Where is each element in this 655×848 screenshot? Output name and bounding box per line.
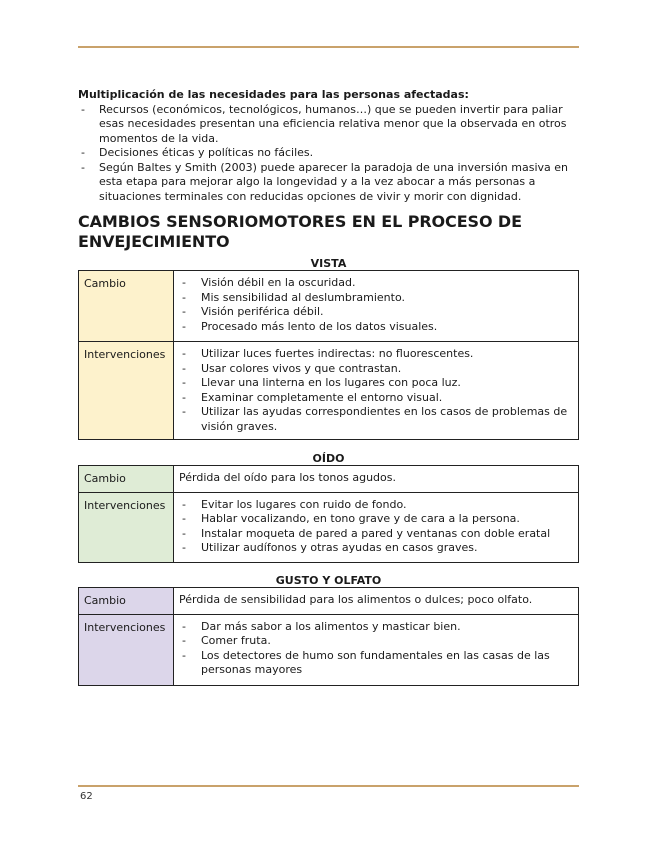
table-row bbox=[79, 466, 579, 493]
vista-table bbox=[78, 270, 579, 440]
oido-title: OÍDO bbox=[312, 452, 345, 465]
intervenciones-cell bbox=[174, 342, 579, 440]
list-item: - Hablar vocalizando, en tono grave y de cara a la persona. bbox=[179, 512, 573, 527]
table-row bbox=[79, 342, 579, 440]
list-item: - Comer fruta. bbox=[179, 634, 573, 649]
cambio-cell bbox=[174, 271, 579, 342]
list-item: - Instalar moqueta de pared a pared y ventanas con doble eratal bbox=[179, 527, 573, 542]
list-item: - Utilizar audífonos y otras ayudas en casos graves. bbox=[179, 541, 573, 556]
list-item: - Recursos (económicos, tecnológicos, humanos…) que se pueden invertir para paliar esas necesidades presentan una eficiencia relativa menor que la observada en otros momentos de la vida. bbox=[78, 103, 578, 147]
section-title: CAMBIOS SENSORIOMOTORES EN EL PROCESO DE ENVEJECIMIENTO bbox=[78, 212, 522, 251]
cambio-list bbox=[179, 276, 573, 334]
table-row bbox=[79, 588, 579, 615]
cambio-text: Pérdida de sensibilidad para los alimentos o dulces; poco olfato. bbox=[174, 588, 579, 615]
vista-title: VISTA bbox=[310, 257, 347, 270]
intervenciones-cell bbox=[174, 492, 579, 562]
intervenciones-list bbox=[179, 620, 573, 678]
list-item: - Evitar los lugares con ruido de fondo. bbox=[179, 498, 573, 513]
oido-table bbox=[78, 465, 579, 563]
intervenciones-list bbox=[179, 498, 573, 556]
cambio-label: Cambio bbox=[79, 271, 174, 342]
list-item: - Examinar completamente el entorno visual. bbox=[179, 391, 573, 406]
list-item: - Procesado más lento de los datos visuales. bbox=[179, 320, 573, 335]
intervenciones-list bbox=[179, 347, 573, 434]
cambio-label: Cambio bbox=[79, 588, 174, 615]
header-rule bbox=[78, 46, 579, 48]
intro-block bbox=[78, 88, 578, 204]
table-row bbox=[79, 271, 579, 342]
gusto-title: GUSTO Y OLFATO bbox=[275, 574, 382, 587]
intervenciones-label: Intervenciones bbox=[79, 342, 174, 440]
list-item: - Visión débil en la oscuridad. bbox=[179, 276, 573, 291]
cambio-text: Pérdida del oído para los tonos agudos. bbox=[174, 466, 579, 493]
list-item: - Los detectores de humo son fundamentales en las casas de las personas mayores bbox=[179, 649, 573, 678]
list-item: - Según Baltes y Smith (2003) puede aparecer la paradoja de una inversión masiva en esta etapa para mejorar algo la longevidad y a la vez abocar a más personas a situaciones terminales con reducidas opciones de vivir y morir con dignidad. bbox=[78, 161, 578, 205]
list-item: - Decisiones éticas y políticas no fáciles. bbox=[78, 146, 578, 161]
list-item: - Dar más sabor a los alimentos y masticar bien. bbox=[179, 620, 573, 635]
table-row bbox=[79, 492, 579, 562]
intervenciones-label: Intervenciones bbox=[79, 614, 174, 685]
page-number: 62 bbox=[80, 791, 93, 802]
intro-list bbox=[78, 103, 578, 205]
list-item: - Visión periférica débil. bbox=[179, 305, 573, 320]
list-item: - Utilizar las ayudas correspondientes en los casos de problemas de visión graves. bbox=[179, 405, 573, 434]
intervenciones-label: Intervenciones bbox=[79, 492, 174, 562]
intervenciones-cell bbox=[174, 614, 579, 685]
list-item: - Llevar una linterna en los lugares con poca luz. bbox=[179, 376, 573, 391]
gusto-table bbox=[78, 587, 579, 686]
footer-rule bbox=[78, 785, 579, 787]
cambio-label: Cambio bbox=[79, 466, 174, 493]
list-item: - Utilizar luces fuertes indirectas: no fluorescentes. bbox=[179, 347, 573, 362]
table-row bbox=[79, 614, 579, 685]
intro-heading: Multiplicación de las necesidades para las personas afectadas: bbox=[78, 88, 469, 101]
list-item: - Mis sensibilidad al deslumbramiento. bbox=[179, 291, 573, 306]
list-item: - Usar colores vivos y que contrastan. bbox=[179, 362, 573, 377]
